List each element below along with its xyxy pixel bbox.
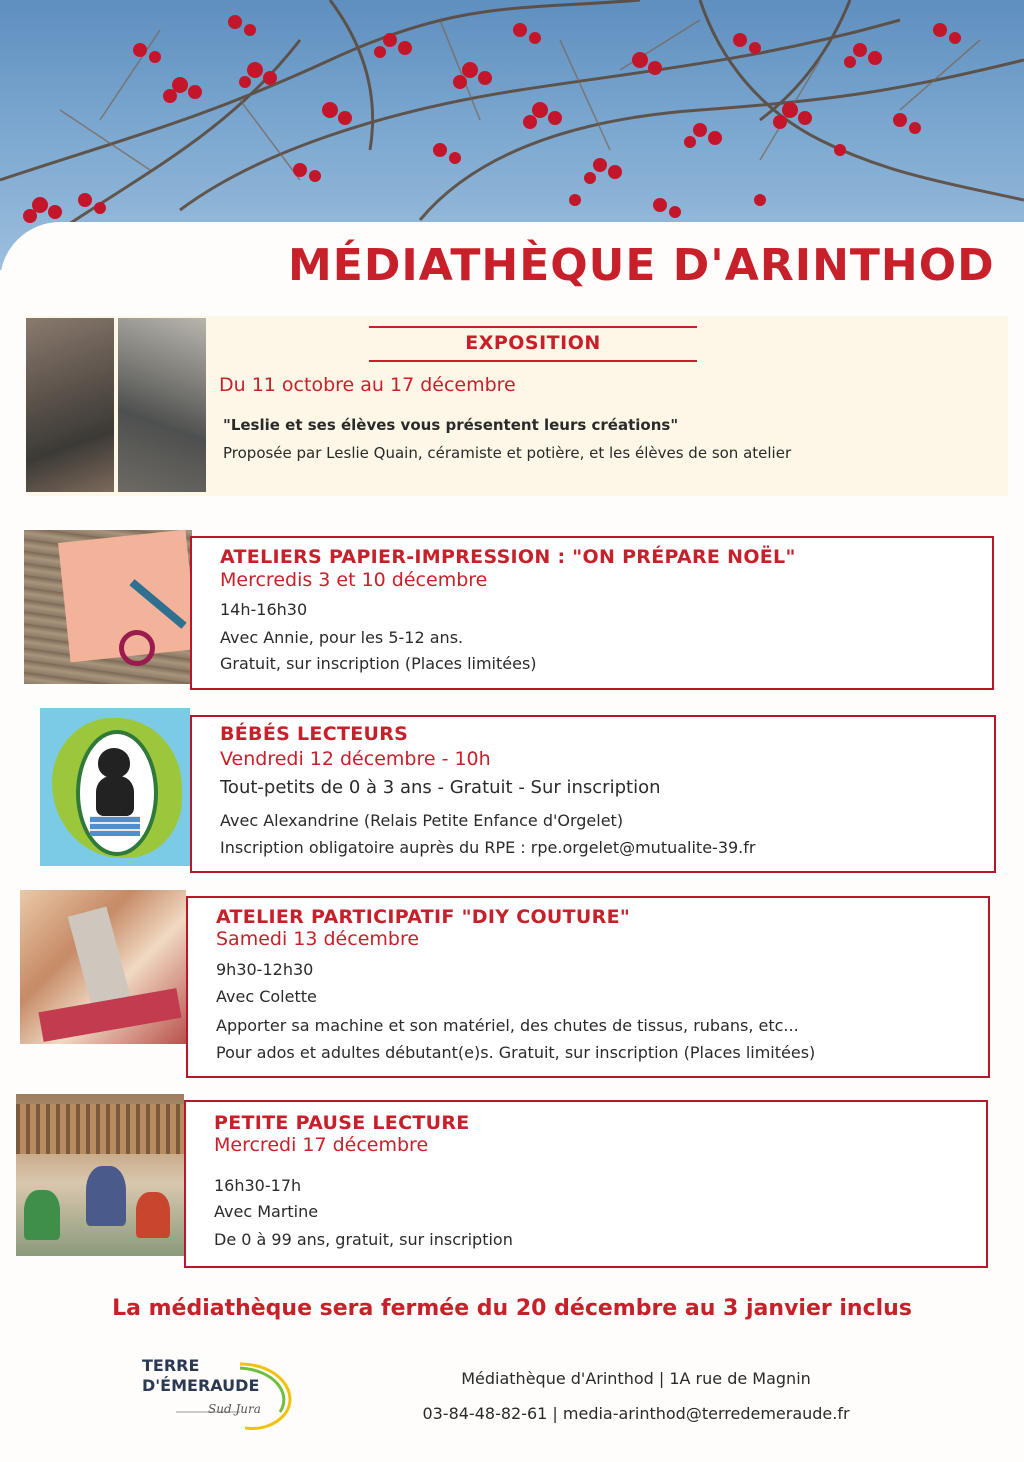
exposition-description: Proposée par Leslie Quain, céramiste et potière, et les élèves de son atelier [223,444,792,462]
event-card-pause-lecture [184,1100,988,1268]
logo-text-line1: TERRE [142,1356,200,1375]
cat-body-icon [96,776,134,816]
event-sewing-photo [20,890,186,1044]
exposition-rule-top [369,326,697,328]
scissors-icon [119,630,155,666]
event-line: Avec Alexandrine (Relais Petite Enfance d'Orgelet) [220,811,624,830]
event-card-bebes [190,715,996,873]
child-figure [24,1190,60,1240]
exposition-section [26,316,1008,496]
event-date: Mercredis 3 et 10 décembre [220,569,488,591]
event-line: 9h30-12h30 [216,960,314,979]
footer-address: Médiathèque d'Arinthod | 1A rue de Magnin [461,1369,811,1388]
event-title: BÉBÉS LECTEURS [220,723,409,745]
event-line: Apporter sa machine et son matériel, des chutes de tissus, rubans, etc... [216,1016,799,1035]
event-cat-illustration [40,708,190,866]
event-line: Avec Martine [214,1202,319,1221]
event-card-couture [186,896,990,1078]
event-line: Avec Colette [216,987,317,1006]
cat-head-icon [98,748,130,778]
event-reading-photo [16,1094,184,1256]
exposition-photos [26,316,206,492]
event-date: Vendredi 12 décembre - 10h [220,748,491,770]
ceramics-photo-hands [26,318,114,492]
event-line: Gratuit, sur inscription (Places limitées) [220,654,537,673]
exposition-dates: Du 11 octobre au 17 décembre [219,374,516,396]
event-title: PETITE PAUSE LECTURE [214,1112,470,1134]
event-card-papier [190,536,994,690]
exposition-label: EXPOSITION [465,332,601,354]
ceramics-photo-clay [118,318,206,492]
exposition-quote: "Leslie et ses élèves vous présentent leurs créations" [223,416,679,434]
hero-berries-photo [0,0,1024,270]
footer-contact: 03-84-48-82-61 | media-arinthod@terredemeraude.fr [422,1404,850,1423]
event-line: Avec Annie, pour les 5-12 ans. [220,628,464,647]
bookshelf [16,1104,184,1154]
logo-text-line2: D'ÉMERAUDE [142,1376,260,1395]
event-title: ATELIERS PAPIER-IMPRESSION : "ON PRÉPARE NOËL" [220,546,796,568]
event-line: Inscription obligatoire auprès du RPE : rpe.orgelet@mutualite-39.fr [220,838,756,857]
closing-notice: La médiathèque sera fermée du 20 décembre au 3 janvier inclus [112,1296,912,1321]
event-line: Tout-petits de 0 à 3 ans - Gratuit - Sur inscription [220,777,661,798]
event-line: 16h30-17h [214,1176,302,1195]
terre-emeraude-logo [140,1354,300,1434]
event-paper-photo [24,530,192,684]
event-date: Mercredi 17 décembre [214,1134,429,1156]
child-figure [136,1192,170,1238]
adult-figure [86,1166,126,1226]
event-date: Samedi 13 décembre [216,928,420,950]
event-line: Pour ados et adultes débutant(e)s. Gratuit, sur inscription (Places limitées) [216,1043,816,1062]
page-title: MÉDIATHÈQUE D'ARINTHOD [288,240,995,291]
books-icon [90,816,140,836]
event-line: De 0 à 99 ans, gratuit, sur inscription [214,1230,513,1249]
event-line: 14h-16h30 [220,600,308,619]
logo-subtitle: Sud Jura [208,1402,261,1416]
exposition-rule-bottom [369,360,697,362]
event-title: ATELIER PARTICIPATIF "DIY COUTURE" [216,906,631,928]
